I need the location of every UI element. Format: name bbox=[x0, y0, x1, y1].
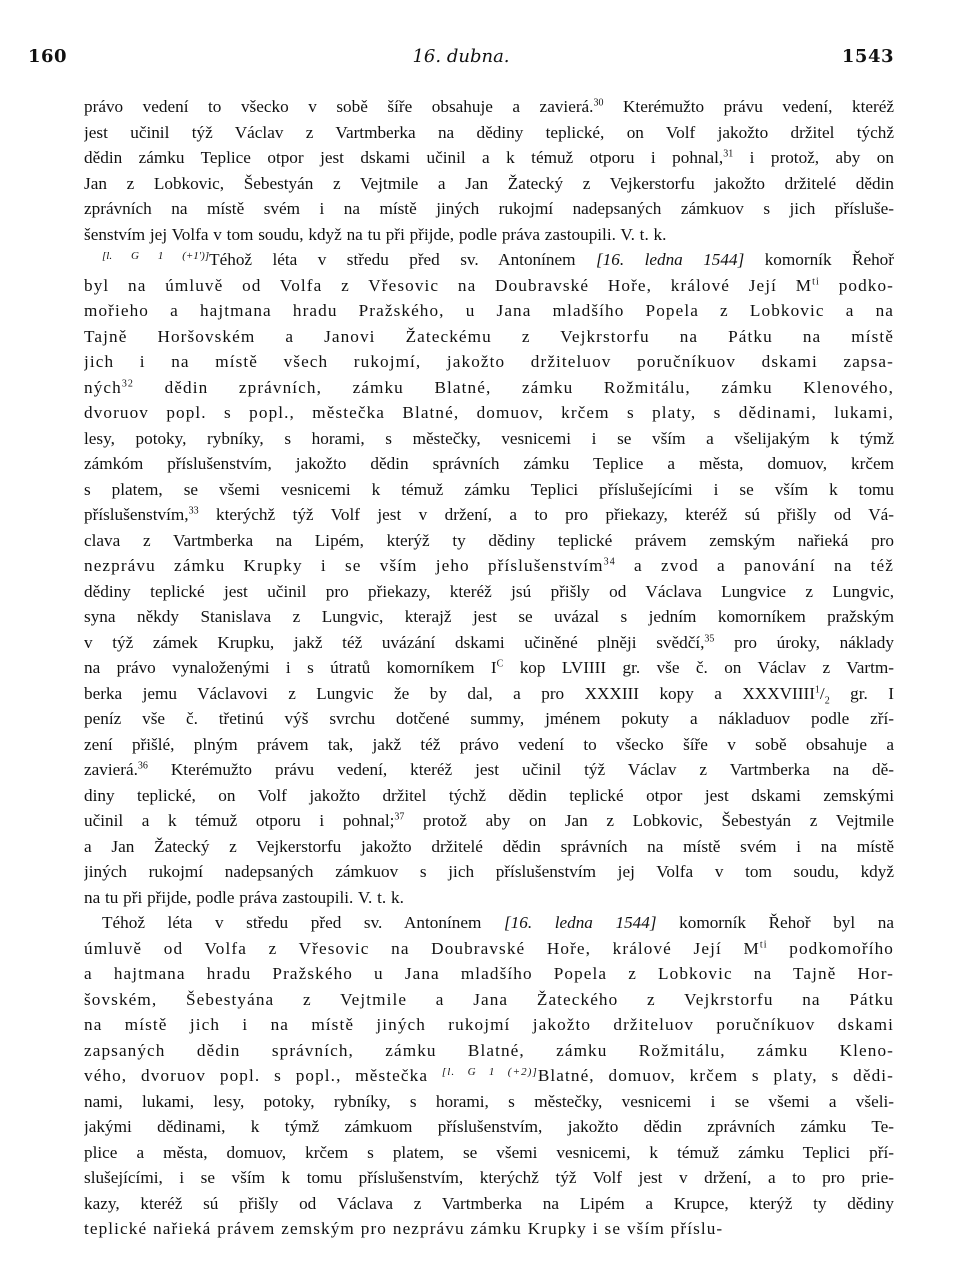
text-line bbox=[84, 655, 894, 681]
text-line bbox=[84, 451, 894, 477]
text-line bbox=[84, 885, 894, 911]
footnote-ref: 30 bbox=[593, 97, 604, 109]
text-segment: právo vedení to všecko v sobě šíře obsahuje a zavierá. bbox=[84, 97, 594, 116]
text-line bbox=[84, 961, 894, 987]
text-segment: vého, dvoruov popl. s popl., městečka bbox=[84, 1066, 442, 1085]
text-segment: nami, lukami, lesy, potoky, rybníky, s horami, s městečky, vesnicemi i se všemi a všeli- bbox=[84, 1091, 894, 1111]
text-segment: kazy, kteréž sú přišly od Václava z Vartmberka na Lipém a Krupce, kterýž ty dědiny bbox=[84, 1193, 894, 1213]
text-segment: mořieho a hajtmana hradu Pražského, u Jana mladšího Popela z Lobkovic a na bbox=[84, 301, 894, 320]
text-segment: Tajně Horšovském a Janovi Žateckému z Vejkrstorfu na Pátku na místě bbox=[84, 326, 894, 346]
text-line bbox=[84, 1089, 894, 1115]
text-line bbox=[84, 196, 894, 222]
text-segment: zprávních na místě svém i na místě jiných rukojmí nadepsaných zámkuov s jich přísluše- bbox=[84, 199, 894, 218]
text-line bbox=[84, 298, 894, 324]
footnote-ref: 35 bbox=[704, 632, 715, 644]
text-line bbox=[84, 936, 894, 962]
page-year: 1543 bbox=[841, 46, 894, 67]
text-segment: zapsaných dědin správních, zámku Blatné, zámku Rožmitálu, zámku Kleno- bbox=[84, 1040, 894, 1060]
text-line bbox=[84, 1114, 894, 1140]
text-segment: Téhož léta v středu před sv. Antonínem bbox=[102, 913, 504, 932]
footnote-ref: C bbox=[496, 658, 504, 670]
body-text bbox=[84, 94, 894, 1242]
footnote-ref: 31 bbox=[723, 148, 734, 160]
footnote-ref: 36 bbox=[137, 760, 148, 772]
footnote-ref: ti bbox=[759, 938, 768, 950]
text-segment: kterýchž týž Volf jest v držení, a to pro přiekazy, kteréž sú přišly od Vá- bbox=[198, 505, 894, 524]
text-line bbox=[84, 120, 894, 146]
text-line bbox=[84, 706, 894, 732]
text-line bbox=[84, 400, 894, 426]
text-line bbox=[84, 553, 894, 579]
text-line bbox=[84, 502, 894, 528]
text-segment: byl na úmluvě od Volfa z Vřesovic na Doubravské Hoře, králové Její M bbox=[84, 275, 813, 295]
text-segment: / bbox=[819, 683, 825, 703]
text-segment: plice a města, domuov, krčem s platem, se všemi vesnicemi, k témuž zámku Teplici pří- bbox=[84, 1142, 894, 1162]
footnote-ref: 33 bbox=[188, 505, 199, 517]
text-segment: příslušenstvím, bbox=[84, 505, 189, 524]
text-line bbox=[84, 987, 894, 1013]
text-segment: a Jan Žatecký z Vejkerstorfu jakožto držitelé dědin správních na místě svém i na místě bbox=[84, 836, 894, 856]
text-line bbox=[84, 783, 894, 809]
text-segment: jakými dědinami, k týmž zámkuom příslušenstvím, jakožto dědin zprávních zámku Te- bbox=[84, 1117, 894, 1136]
text-segment: clava z Vartmberka na Lipém, kterýž ty dědiny teplické právem zemským nařieká pro bbox=[84, 530, 894, 550]
text-segment: Kterémužto právu vedení, kteréž bbox=[603, 97, 894, 116]
text-line bbox=[84, 757, 894, 783]
text-segment: i protož, aby on bbox=[733, 148, 894, 167]
text-segment: peníz vše č. třetinú výš svrchu dotčené summy, jménem pokuty a nákladuov podle zří- bbox=[84, 709, 894, 728]
text-line bbox=[84, 604, 894, 630]
text-segment: jiných rukojmí nadepsaných zámkuov s jich příslušenstvím jej Volfa v tom soudu, když bbox=[84, 862, 894, 881]
text-segment: komorník Řehoř byl na bbox=[656, 913, 894, 932]
page-number: 160 bbox=[28, 46, 68, 67]
text-segment: podko- bbox=[819, 275, 894, 295]
text-segment: pro úroky, náklady bbox=[714, 632, 894, 652]
text-segment: gr. I bbox=[829, 683, 894, 703]
footnote-ref: 32 bbox=[121, 377, 135, 389]
text-segment: šenstvím jej Volfa v tom soudu, když na tu při přijde, podle práva zastoupili. V. t. k. bbox=[84, 224, 667, 244]
text-segment: slušejícími, i se vším k tomu příslušenstvím, kterýchž týž Volf jest v držení, a to pro prie- bbox=[84, 1168, 894, 1187]
text-segment: podkomořího bbox=[767, 938, 894, 958]
text-segment: na právo vynaloženými i s útratů komorníkem I bbox=[84, 658, 497, 677]
text-line bbox=[84, 681, 894, 707]
text-segment: a zvod a panování na též bbox=[615, 556, 894, 575]
page-header bbox=[28, 46, 894, 76]
text-segment: protož aby on Jan z Lobkovic, Šebestyán z Vejtmile bbox=[404, 811, 894, 830]
text-segment: komorník Řehoř bbox=[744, 250, 894, 269]
text-line bbox=[84, 834, 894, 860]
text-line bbox=[84, 222, 894, 248]
text-line bbox=[84, 1063, 894, 1089]
text-line bbox=[84, 426, 894, 452]
text-segment: a hajtmana hradu Pražského u Jana mladšího Popela z Lobkovic na Tajně Hor- bbox=[84, 964, 894, 983]
text-segment: Téhož léta v středu před sv. Antonínem bbox=[209, 250, 596, 269]
text-line bbox=[84, 349, 894, 375]
text-segment: dědin zámku Teplice otpor jest dskami učinil a k témuž otporu i pohnal, bbox=[84, 148, 724, 167]
text-segment: lesy, potoky, rybníky, s horami, s městečky, vesnicemi i se vším a všelijakým k týmž bbox=[84, 428, 894, 448]
text-line bbox=[84, 94, 894, 120]
text-segment: kop LVIIII gr. vše č. on Václav z Vartm- bbox=[503, 658, 894, 677]
text-segment: učinil a k témuž otporu i pohnal; bbox=[84, 811, 395, 830]
text-segment: s platem, se všemi vesnicemi k témuž zámku Teplici příslušejícími i se vším k tomu bbox=[84, 479, 894, 499]
text-line bbox=[84, 1191, 894, 1217]
editorial-date: [16. ledna 1544] bbox=[503, 913, 657, 932]
text-segment: nezprávu zámku Krupky i se vším jeho příslušenstvím bbox=[84, 556, 604, 575]
text-line bbox=[84, 859, 894, 885]
text-segment: Kterémužto právu vedení, kteréž jest učinil týž Václav z Vartmberka na dě- bbox=[147, 760, 894, 779]
text-line bbox=[84, 579, 894, 605]
text-line bbox=[84, 273, 894, 299]
text-segment: teplické nařieká právem zemským pro nezprávu zámku Krupky i se vším příslu- bbox=[84, 1219, 724, 1238]
text-segment: na tu při přijde, podle práva zastoupili. V. t. k. bbox=[84, 887, 404, 907]
text-line bbox=[84, 1216, 894, 1242]
text-line bbox=[84, 732, 894, 758]
text-segment: Jan z Lobkovic, Šebestyán z Vejtmile a Jan Žatecký z Vejkerstorfu jakožto držitelé dědin bbox=[84, 173, 894, 193]
text-line bbox=[84, 375, 894, 401]
text-line bbox=[84, 1165, 894, 1191]
footnote-ref: 1 bbox=[814, 683, 820, 695]
text-line bbox=[84, 630, 894, 656]
editorial-date: [16. ledna 1544] bbox=[595, 250, 745, 269]
text-segment: úmluvě od Volfa z Vřesovic na Doubravské Hoře, králové Její M bbox=[84, 938, 760, 958]
footnote-ref: ti bbox=[812, 275, 820, 287]
text-segment: šovském, Šebestyána z Vejtmile a Jana Žateckého z Vejkrstorfu na Pátku bbox=[84, 989, 894, 1009]
running-title: 16. dubna. bbox=[412, 46, 510, 67]
text-line bbox=[84, 477, 894, 503]
footnote-ref: 34 bbox=[603, 556, 616, 568]
text-line bbox=[84, 247, 894, 273]
text-segment: v týž zámek Krupku, jakž též uvázání dskami učiněné plněji svědčí, bbox=[84, 632, 705, 652]
text-segment: berka jemu Václavovi z Lungvic že by dal, a pro XXXIII kopy a XXXVIIII bbox=[84, 683, 815, 703]
text-line bbox=[84, 910, 894, 936]
text-segment: na místě jich i na místě jiných rukojmí jakožto držiteluov poručníkuov dskami bbox=[84, 1015, 894, 1034]
text-line bbox=[84, 1140, 894, 1166]
text-line bbox=[84, 1038, 894, 1064]
text-line bbox=[84, 324, 894, 350]
text-line bbox=[84, 145, 894, 171]
text-segment: zavierá. bbox=[84, 760, 138, 779]
text-segment: dvoruov popl. s popl., městečka Blatné, domuov, krčem s platy, s dědinami, lukami, bbox=[84, 403, 894, 422]
fraction-denominator: 2 bbox=[824, 694, 830, 706]
footnote-ref: 37 bbox=[394, 811, 405, 823]
text-segment: jich i na místě všech rukojmí, jakožto držiteluov poručníkuov dskami zapsa- bbox=[84, 352, 894, 371]
text-line bbox=[84, 808, 894, 834]
text-segment: syna někdy Stanislava z Lungvic, kterajž jest se uvázal s jedním komorníkem pražským bbox=[84, 607, 894, 626]
text-line bbox=[84, 1012, 894, 1038]
text-line bbox=[84, 171, 894, 197]
text-segment: zámkóm příslušenstvím, jakožto dědin správních zámku Teplice a města, domuov, krčem bbox=[84, 454, 894, 473]
text-segment: jest učinil týž Václav z Vartmberka na dědiny teplické, on Volf jakožto držitel týchž bbox=[84, 122, 894, 142]
folio-marker: [l. G 1 (+2)] bbox=[441, 1066, 538, 1078]
text-line bbox=[84, 528, 894, 554]
text-segment: dědin zprávních, zámku Blatné, zámku Rožmitálu, zámku Klenového, bbox=[134, 377, 894, 397]
text-segment: diny teplické, on Volf jakožto držitel týchž dědin teplické otpor jest dskami zemskými bbox=[84, 785, 894, 805]
text-segment: dědiny teplické jest učinil pro přiekazy, kteréž jsú přišly od Václava Lungvice z Lungvic, bbox=[84, 581, 894, 601]
text-segment: ných bbox=[84, 377, 122, 397]
text-segment: Blatné, domuov, krčem s platy, s dědi- bbox=[537, 1066, 894, 1085]
folio-marker: [l. G 1 (+1')] bbox=[102, 250, 210, 262]
text-segment: zení přišlé, plným právem tak, jakž též právo vedení to všecko šíře v sobě obsahuje a bbox=[84, 734, 894, 754]
